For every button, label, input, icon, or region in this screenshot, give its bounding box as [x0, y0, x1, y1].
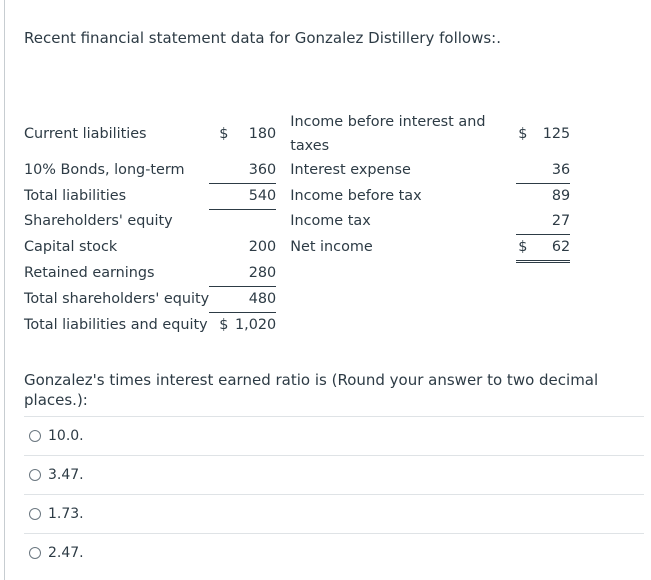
intro-text: Recent financial statement data for Gonzalez Distillery follows:. [24, 29, 501, 47]
table-row [24, 209, 570, 234]
answer-option[interactable] [24, 416, 644, 455]
ebit-value: $ 125 [516, 110, 570, 158]
table-row [24, 261, 570, 286]
interest-expense-value: 36 [516, 158, 570, 183]
total-liabilities-label: Total liabilities [24, 187, 127, 204]
total-liab-equity-label: Total liabilities and equity [24, 316, 208, 333]
radio-button-icon[interactable] [29, 508, 41, 520]
total-equity-label: Total shareholders' equity [24, 290, 210, 307]
ebit-label: Income before interest and taxes [290, 114, 486, 154]
table-row [24, 158, 570, 183]
question-text: Gonzalez's times interest earned ratio is (Round your answer to two decimal places.): [24, 371, 599, 409]
answer-label: 1.73. [48, 506, 84, 522]
table-row [24, 234, 570, 261]
answer-label: 10.0. [48, 428, 84, 444]
table-row [24, 286, 570, 312]
currency-symbol: $ [518, 238, 528, 255]
answer-label: 2.47. [48, 545, 84, 561]
answer-label: 3.47. [48, 467, 84, 483]
pretax-income-value: 89 [551, 188, 571, 205]
answer-option[interactable] [24, 455, 644, 494]
total-liab-equity-value: $ 1,020 [209, 312, 276, 337]
retained-earnings-label: Retained earnings [24, 265, 155, 282]
equity-heading: Shareholders' equity [24, 213, 173, 230]
table-row [24, 183, 570, 209]
total-equity-value: 480 [209, 286, 276, 312]
financial-data-table [24, 110, 570, 338]
radio-button-icon[interactable] [29, 469, 41, 481]
pretax-income-label: Income before tax [290, 187, 422, 204]
income-tax-value: 27 [516, 209, 570, 234]
net-income-label: Net income [290, 239, 373, 256]
interest-expense-label: Interest expense [290, 162, 411, 179]
radio-button-icon[interactable] [29, 430, 41, 442]
currency-symbol: $ [518, 126, 528, 142]
income-tax-label: Income tax [290, 213, 371, 230]
table-row [24, 312, 570, 337]
content-left-border [4, 0, 5, 580]
radio-button-icon[interactable] [29, 547, 41, 559]
capital-stock-label: Capital stock [24, 239, 118, 256]
answer-option[interactable] [24, 494, 644, 533]
total-liabilities-value: 540 [209, 183, 276, 209]
currency-symbol: $ [219, 126, 229, 142]
table-row [24, 110, 570, 158]
current-liabilities-value: $ 180 [209, 110, 276, 158]
retained-earnings-value: 280 [209, 261, 276, 286]
currency-symbol: $ [219, 316, 229, 333]
net-income-value: $ 62 [516, 234, 570, 261]
bonds-label: 10% Bonds, long-term [24, 162, 185, 179]
answer-options [24, 416, 644, 572]
current-liabilities-label: Current liabilities [24, 126, 147, 142]
answer-option[interactable] [24, 533, 644, 572]
bonds-value: 360 [209, 158, 276, 183]
capital-stock-value: 200 [248, 239, 277, 256]
